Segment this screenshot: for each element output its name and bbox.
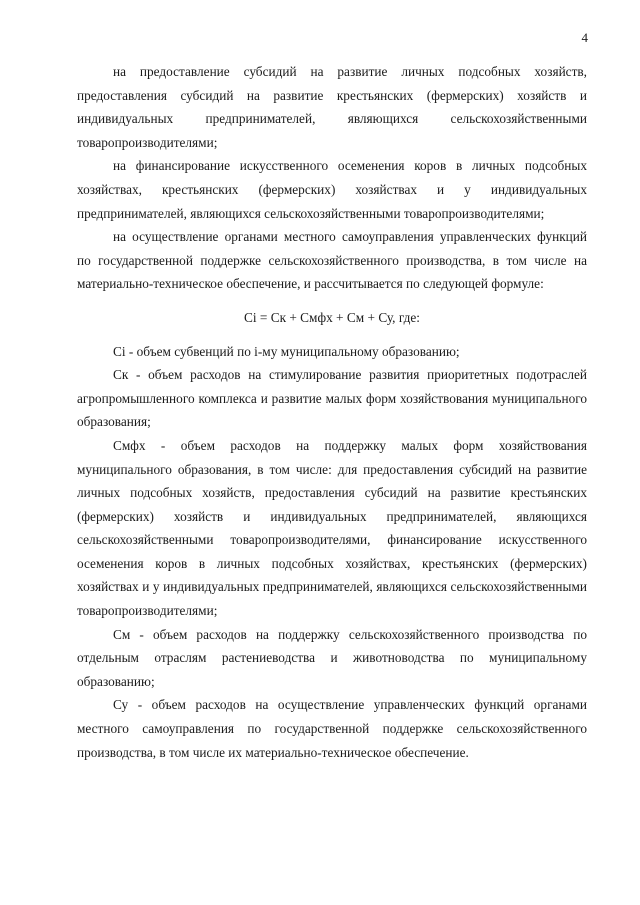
paragraph-management: на осуществление органами местного самоуправления управленческих функций по государственной поддержке сельскохозяйственного производства, в том числе на материально-техническое обеспечение, и рассчитывается по следующей формуле: (77, 229, 587, 292)
definition-ci: Ci - объем субвенций по i-му муниципальному образованию; (113, 343, 460, 359)
paragraph-insemination: на финансирование искусственного осеменения коров в личных подсобных хозяйствах, крестьянских (фермерских) хозяйствах и у индивидуальных предпринимателей, являющихся сельскохозяйственными товаропроизводителями; (77, 158, 587, 221)
paragraph-subsidies: на предоставление субсидий на развитие личных подсобных хозяйств, предоставления субсидий на развитие крестьянских (фермерских) хозяйств и индивидуальных предпринимателей, являющихся сельскохозяйственными товаропроизводителями; (77, 64, 587, 150)
page-number: 4 (581, 30, 588, 45)
definition-smfh: Смфх - объем расходов на поддержку малых форм хозяйствования муниципального образования, в том числе: для предоставления субсидий на развитие личных подсобных хозяйств, предоставления субсидий на развитие крестьянских (фермерских) хозяйств и индивидуальных предпринимателей, являющихся сельскохозяйственными товаропроизводителями, финансирование искусственного осеменения коров в личных подсобных хозяйствах, крестьянских (фермерских) хозяйствах и у индивидуальных предпринимателей, являющихся сельскохозяйственными товаропроизводителями; (77, 437, 587, 619)
definition-su: Су - объем расходов на осуществление управленческих функций органами местного самоуправления по государственной поддержке сельскохозяйственного производства, в том числе их материально-техническое обеспечение. (77, 697, 587, 760)
document-body (77, 60, 587, 764)
definition-sk: Ск - объем расходов на стимулирование развития приоритетных подотраслей агропромышленного комплекса и развитие малых форм хозяйствования муниципального образования; (77, 367, 587, 430)
formula: Ci = Ск + Смфх + См + Су, где: (244, 309, 420, 325)
definition-sm: См - объем расходов на поддержку сельскохозяйственного производства по отдельным отраслям растениеводства и животноводства по муниципальному образованию; (77, 626, 587, 689)
